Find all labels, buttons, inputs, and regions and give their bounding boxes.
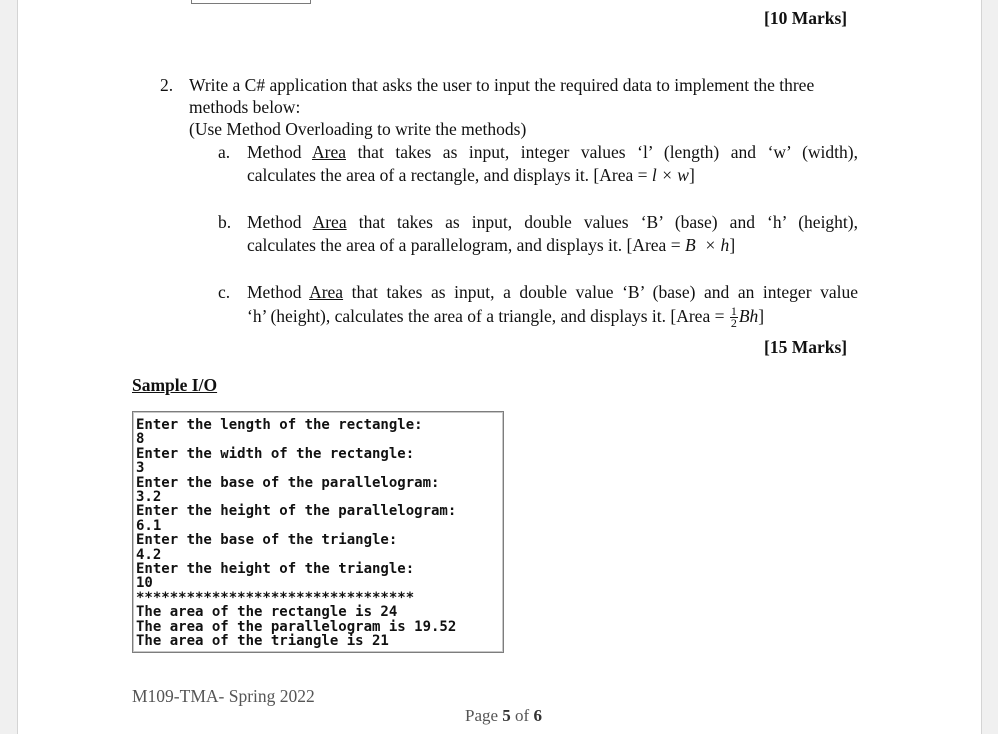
item-c-close: ]	[758, 306, 765, 326]
footer-page-number	[465, 706, 542, 726]
item-b-method-name: Area	[312, 212, 347, 232]
fraction-denominator: 2	[730, 316, 737, 331]
item-c-fraction	[730, 306, 738, 329]
item-c-line-2	[247, 305, 764, 329]
question-line-1: Write a C# application that asks the user to input the required data to implement the three	[189, 75, 815, 95]
item-c-formula: Bh	[738, 306, 759, 326]
item-a-line-1	[247, 141, 858, 164]
sample-io-title: Sample I/O	[132, 375, 218, 395]
console-line: Enter the width of the rectangle:	[136, 445, 415, 462]
console-line: Enter the height of the triangle:	[136, 561, 415, 578]
console-line: Enter the height of the parallelogram:	[136, 503, 457, 520]
item-b-line-2	[247, 234, 735, 257]
console-line: The area of the triangle is 21	[136, 633, 389, 650]
console-line: *********************************	[136, 589, 415, 606]
item-a-line-2	[247, 164, 695, 187]
console-line: 3	[136, 460, 145, 477]
item-c-method-word: Method	[247, 282, 302, 302]
console-line: Enter the base of the triangle:	[136, 532, 398, 549]
document-page	[17, 0, 982, 734]
page-prefix: Page	[465, 706, 503, 725]
page-total: 6	[533, 706, 542, 725]
page-of: of	[510, 706, 534, 725]
fraction-numerator: 1	[730, 304, 737, 319]
item-b-text: calculates the area of a parallelogram, and displays it. [Area =	[247, 235, 685, 255]
item-b-close: ]	[729, 235, 736, 255]
item-c-description: that takes as input, a double value ‘B’ (base) and an integer value	[351, 282, 858, 302]
item-c-line-1	[247, 281, 858, 304]
question-marks: [15 Marks]	[764, 337, 848, 357]
console-line: 10	[136, 575, 153, 592]
item-b-description: that takes as input, double values ‘B’ (base) and ‘h’ (height),	[358, 212, 859, 232]
console-screenshot	[132, 411, 504, 653]
previous-content-box	[191, 0, 311, 4]
item-a-label: a.	[218, 142, 231, 162]
item-a-method-name: Area	[312, 142, 347, 162]
console-line: 6.1	[136, 517, 162, 534]
page-current: 5	[502, 706, 511, 725]
item-a-description: that takes as input, integer values ‘l’ (length) and ‘w’ (width),	[357, 142, 858, 162]
console-line: Enter the length of the rectangle:	[136, 417, 423, 433]
question-number: 2.	[160, 75, 174, 95]
question-line-3: (Use Method Overloading to write the methods)	[189, 119, 527, 139]
console-line: The area of the parallelogram is 19.52	[136, 618, 457, 635]
question-line-2: methods below:	[189, 97, 301, 117]
item-b-method-word: Method	[247, 212, 302, 232]
item-c-label: c.	[218, 282, 231, 302]
item-a-formula: l × w	[651, 165, 689, 185]
footer-course: M109-TMA- Spring 2022	[132, 686, 315, 706]
item-a-close: ]	[688, 165, 695, 185]
item-b-label: b.	[218, 212, 232, 232]
console-line: 4.2	[136, 546, 162, 563]
item-b-line-1	[247, 211, 858, 234]
item-a-text: calculates the area of a rectangle, and displays it. [Area =	[247, 165, 652, 185]
item-c-method-name: Area	[309, 282, 344, 302]
item-c-text: ‘h’ (height), calculates the area of a triangle, and displays it. [Area =	[247, 306, 729, 326]
console-line: 3.2	[136, 489, 162, 506]
item-b-formula: B × h	[684, 235, 730, 255]
console-line: 8	[136, 431, 145, 448]
top-marks: [10 Marks]	[764, 8, 848, 28]
item-a-method-word: Method	[247, 142, 302, 162]
console-line: The area of the rectangle is 24	[136, 604, 398, 621]
console-output	[136, 418, 456, 649]
console-line: Enter the base of the parallelogram:	[136, 474, 440, 491]
